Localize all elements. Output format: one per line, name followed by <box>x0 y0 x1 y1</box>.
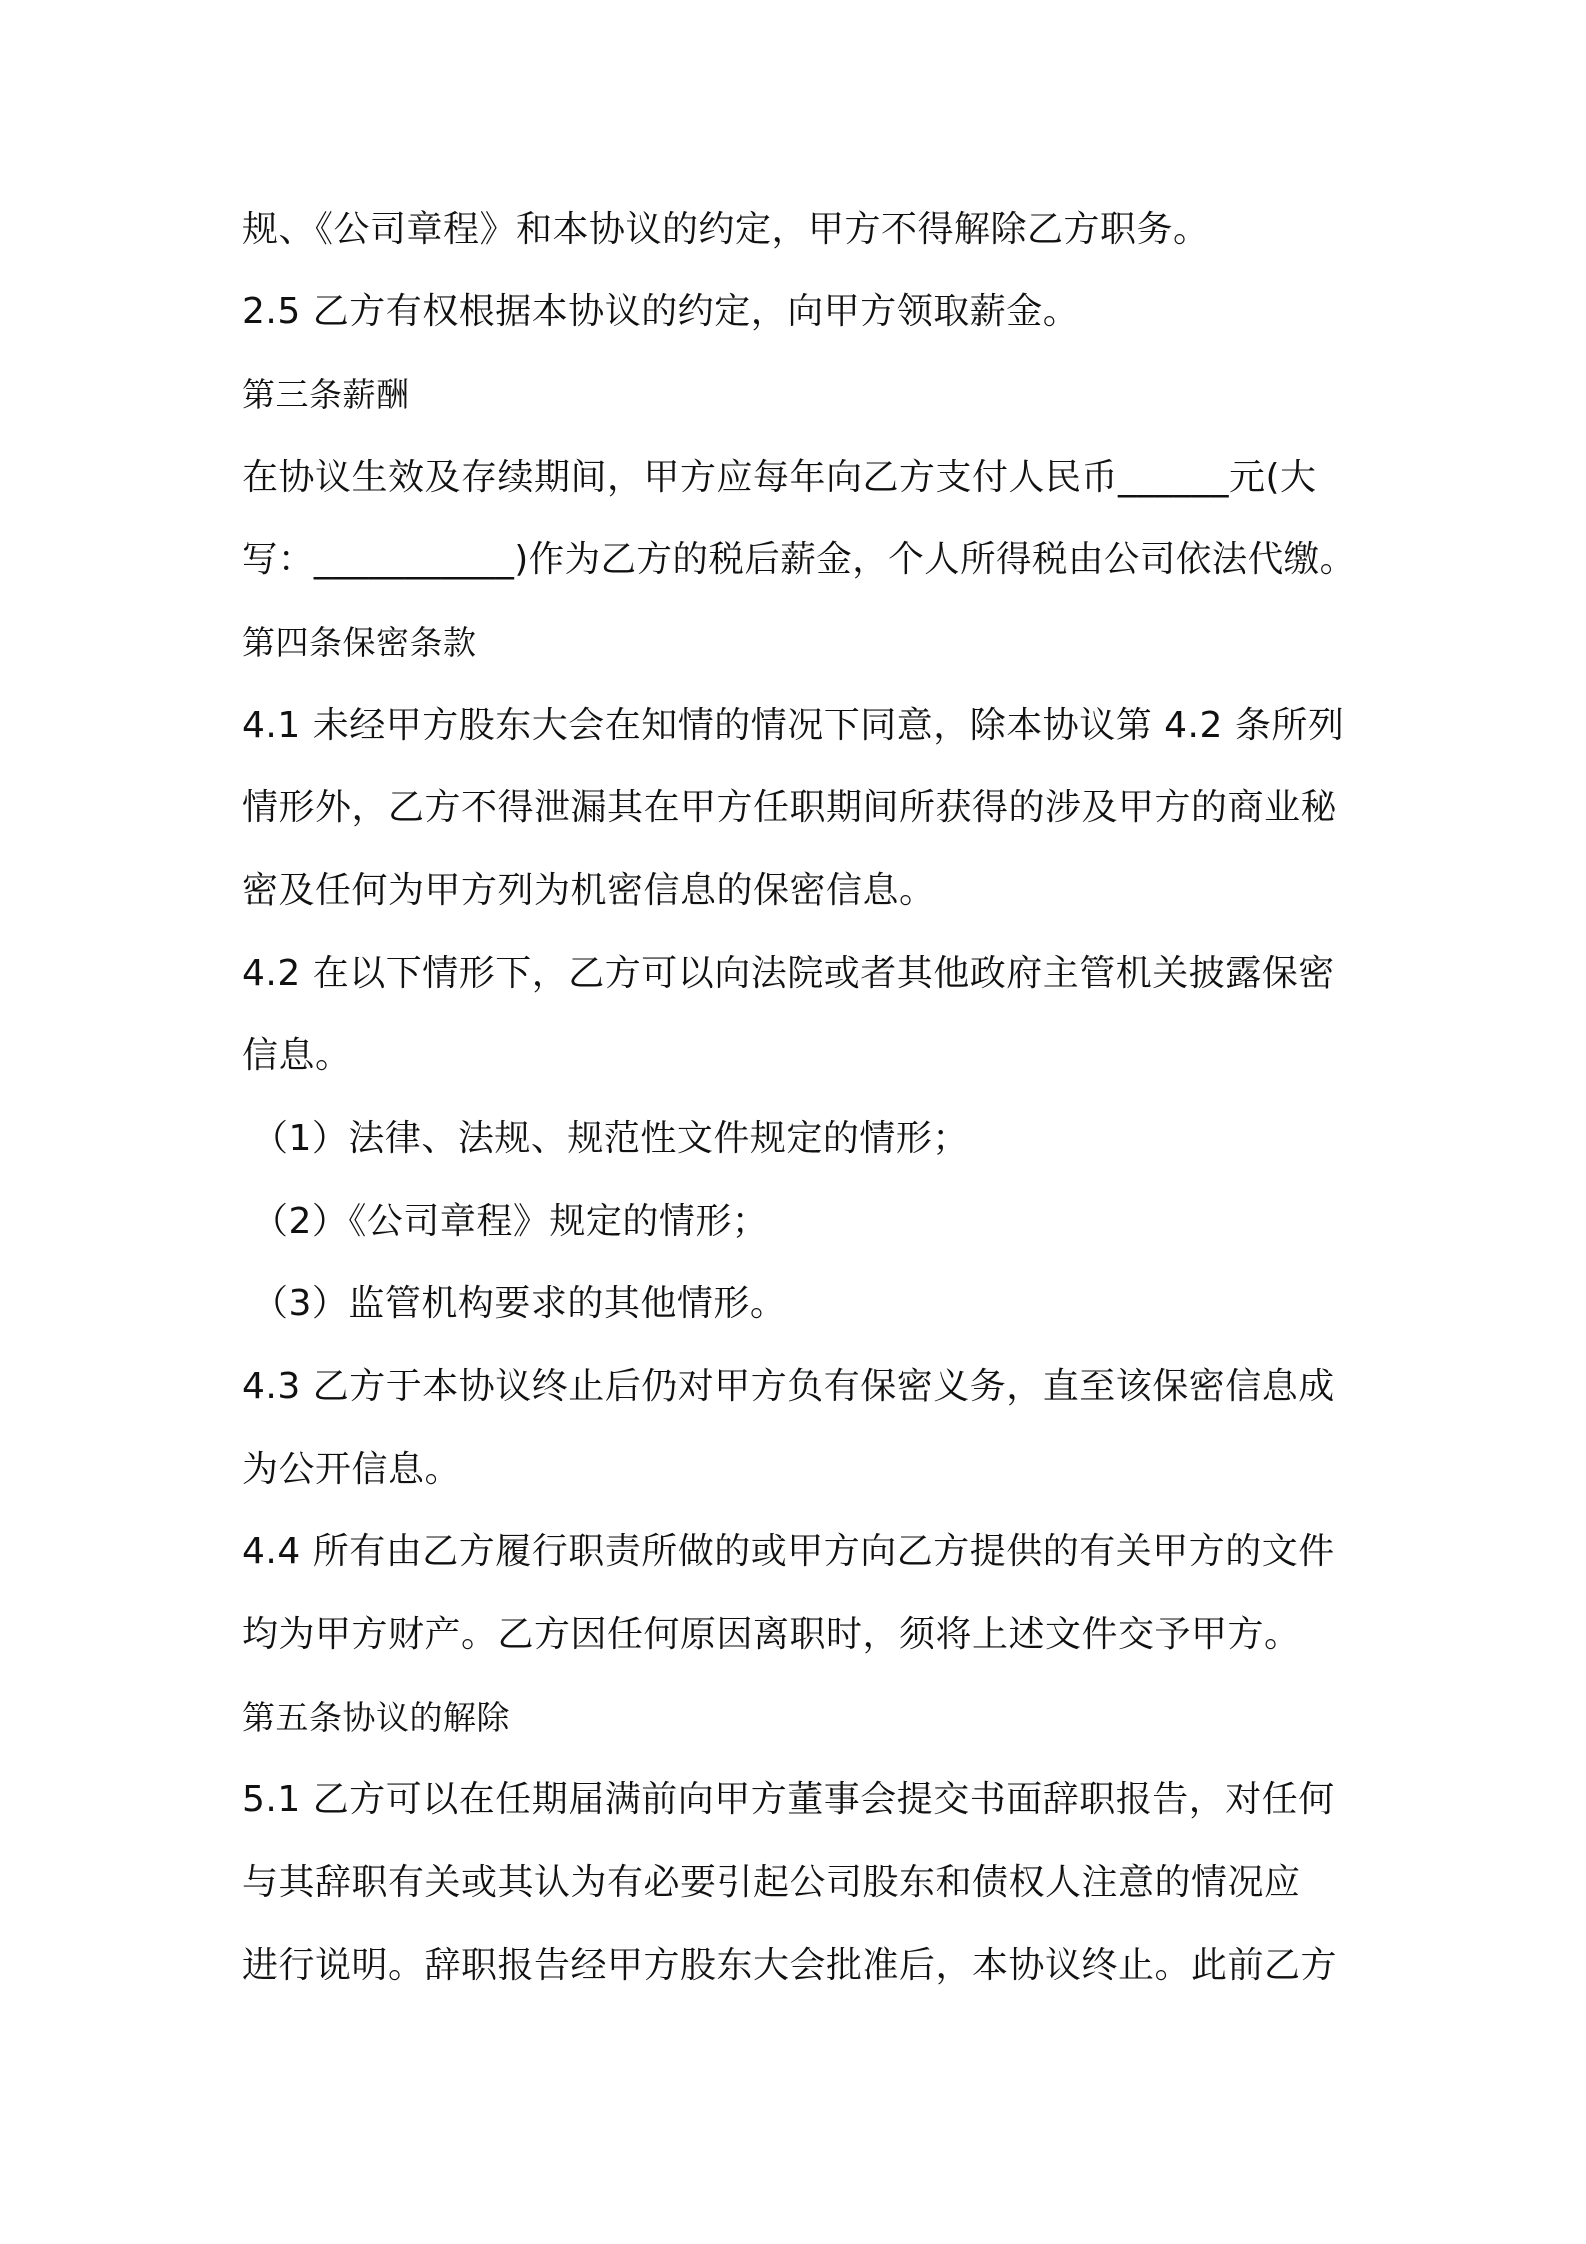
clause-2-5: 2.5 乙方有权根据本协议的约定，向甲方领取薪金。 <box>242 291 1080 332</box>
text-line: 均为甲方财产。乙方因任何原因离职时，须将上述文件交予甲方。 <box>242 1614 1301 1655</box>
list-item: （3）监管机构要求的其他情形。 <box>252 1283 787 1324</box>
text-line: 与其辞职有关或其认为有必要引起公司股东和债权人注意的情况应 <box>242 1862 1301 1903</box>
text-line: 信息。 <box>242 1035 352 1076</box>
text-line: 情形外，乙方不得泄漏其在甲方任职期间所获得的涉及甲方的商业秘 <box>242 787 1338 828</box>
clause-5-1: 5.1 乙方可以在任期届满前向甲方董事会提交书面辞职报告，对任何 <box>242 1779 1335 1820</box>
clause-4-3: 4.3 乙方于本协议终止后仍对甲方负有保密义务，直至该保密信息成 <box>242 1366 1335 1407</box>
clause-4-4: 4.4 所有由乙方履行职责所做的或甲方向乙方提供的有关甲方的文件 <box>242 1531 1335 1572</box>
clause-4-1: 4.1 未经甲方股东大会在知情的情况下同意，除本协议第 4.2 条所列 <box>242 705 1345 746</box>
clause-4-2: 4.2 在以下情形下，乙方可以向法院或者其他政府主管机关披露保密 <box>242 953 1335 994</box>
text-line: 进行说明。辞职报告经甲方股东大会批准后，本协议终止。此前乙方 <box>242 1945 1338 1986</box>
list-item: （1）法律、法规、规范性文件规定的情形； <box>252 1118 969 1159</box>
section-heading-4: 第四条保密条款 <box>242 623 477 662</box>
text-line: 密及任何为甲方列为机密信息的保密信息。 <box>242 870 936 911</box>
section-heading-3: 第三条薪酬 <box>242 375 410 414</box>
text-line: 写：___________)作为乙方的税后薪金，个人所得税由公司依法代缴。 <box>242 539 1356 580</box>
list-item: （2）《公司章程》规定的情形； <box>252 1201 769 1242</box>
text-line: 为公开信息。 <box>242 1449 462 1490</box>
section-heading-5: 第五条协议的解除 <box>242 1698 510 1737</box>
text-line: 规、《公司章程》和本协议的约定，甲方不得解除乙方职务。 <box>242 209 1210 250</box>
text-line: 在协议生效及存续期间，甲方应每年向乙方支付人民币______元(大 <box>242 457 1317 498</box>
